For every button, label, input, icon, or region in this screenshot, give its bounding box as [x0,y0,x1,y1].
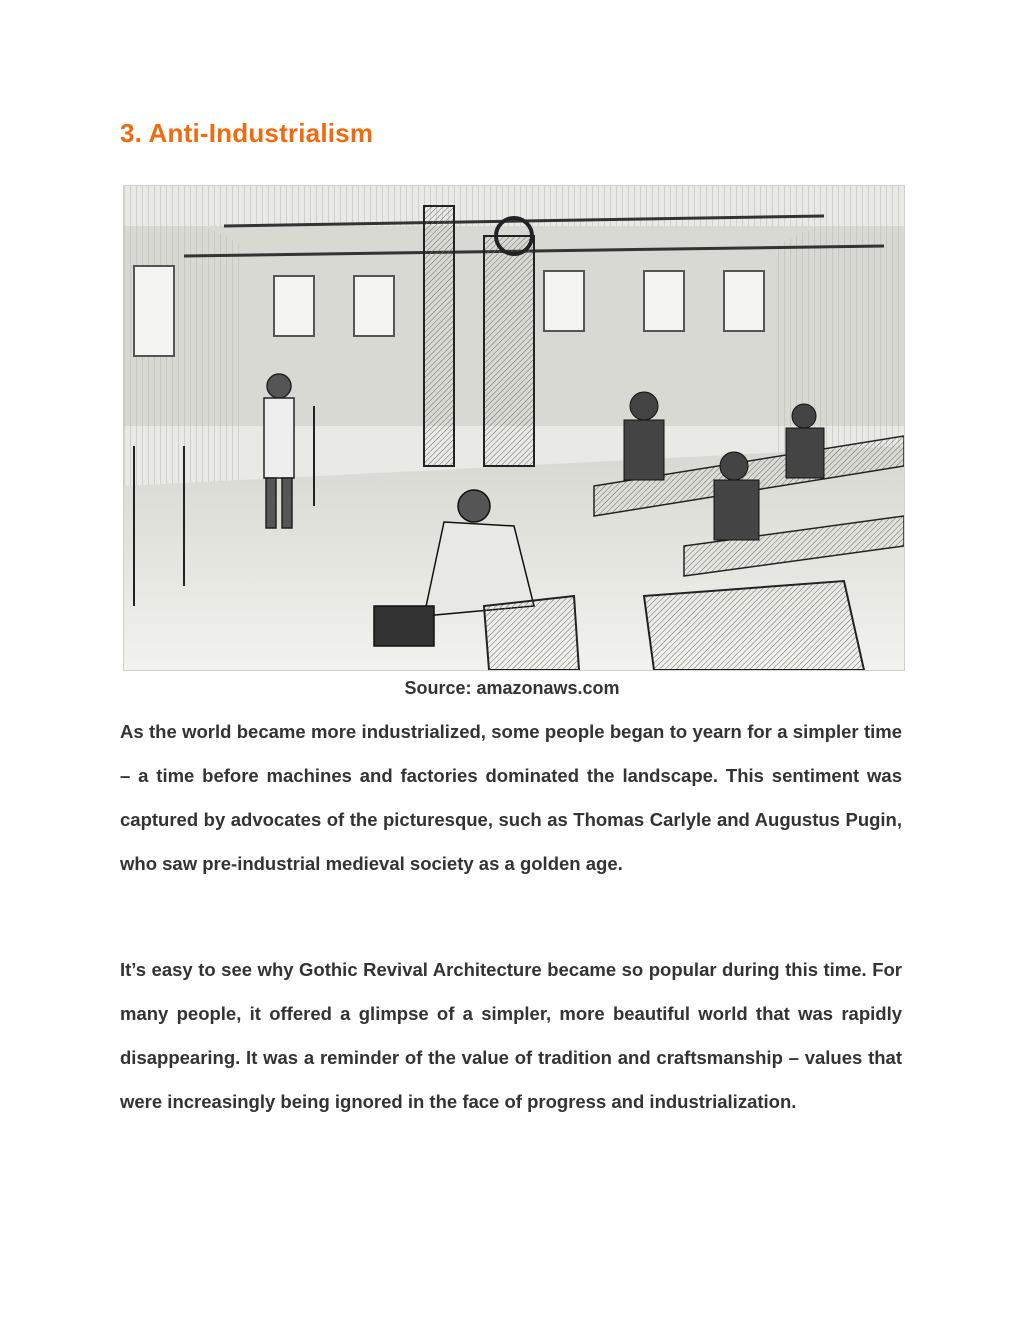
paragraph-1: As the world became more industrialized, some people began to yearn for a simpler time – a time before machines and factories dominated the landscape. This sentiment was captured by advocates of the picturesque, such as Thomas Carlyle and Augustus Pugin, who saw pre-industrial medieval society as a golden age. [120,721,902,874]
section-heading: 3. Anti-Industrialism [120,118,374,148]
factory-illustration [124,186,904,670]
image-caption: Source: amazonaws.com [404,678,620,698]
paragraph-2: It’s easy to see why Gothic Revival Architecture became so popular during this time. For many people, it offered a glimpse of a simpler, more beautiful world that was rapidly disappearing. It was a reminder of the value of tradition and craftsmanship – values that were increasingly being ignored in the face of progress and industrialization. [120,959,902,1112]
factory-engraving-image [123,185,905,671]
